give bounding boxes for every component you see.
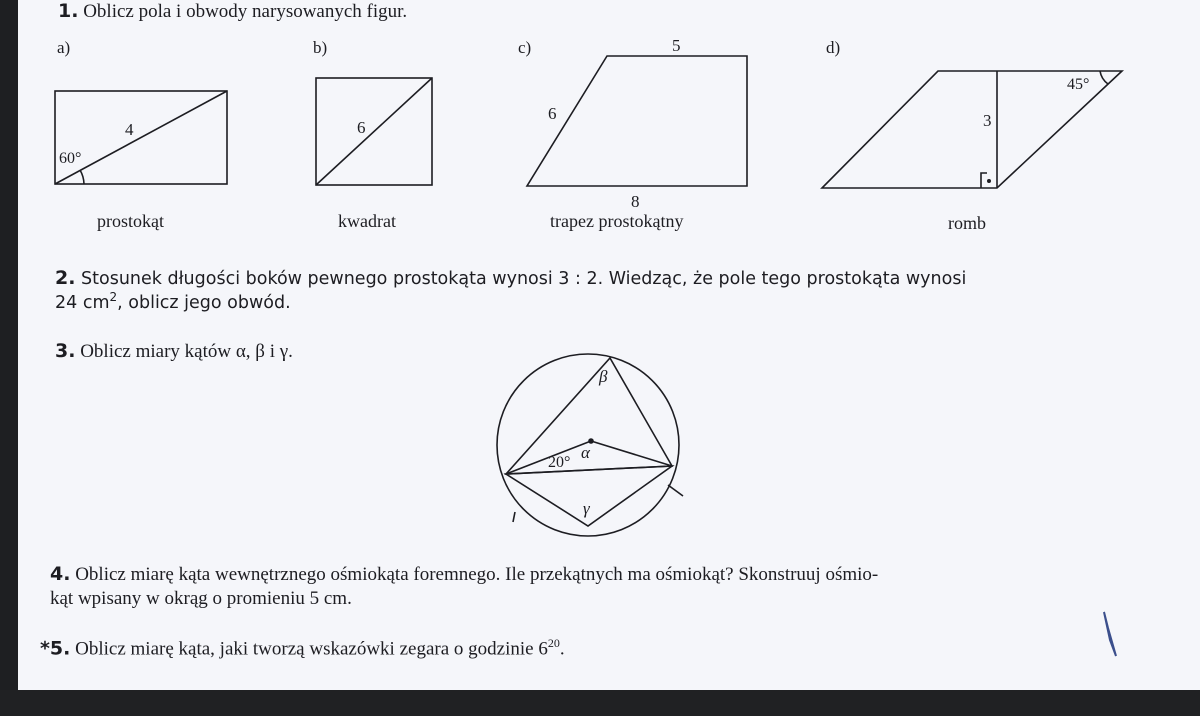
rhombus-angle: 45° — [1067, 76, 1090, 93]
rhombus-caption: romb — [948, 213, 986, 233]
task1-text: Oblicz pola i obwody narysowanych figur. — [83, 1, 408, 22]
task2-unit-exponent: 2 — [109, 290, 118, 304]
square-diagonal-length: 6 — [357, 118, 366, 137]
blue-pen-stroke — [1104, 612, 1116, 656]
task2-text: Stosunek długości boków pewnego prostokąta wynosi 3 : 2. Wiedząc, że pole tego prostokąta wynosi — [81, 269, 967, 289]
trapezoid-side-length: 6 — [548, 104, 557, 123]
figure-c-label: c) — [518, 38, 532, 57]
figure-a-label: a) — [57, 38, 71, 57]
rectangle-caption: prostokąt — [97, 211, 164, 231]
task4-line2: kąt wpisany w okrąg o promieniu 5 cm. — [50, 588, 352, 609]
trapezoid-bottom-length: 8 — [631, 192, 640, 211]
task5-number: *5. — [40, 637, 71, 660]
angle-20-degrees: 20° — [548, 454, 571, 471]
rectangle-diagonal-length: 4 — [125, 120, 134, 139]
trapezoid-caption: trapez prostokątny — [550, 211, 684, 231]
figure-b-label: b) — [313, 38, 328, 57]
task3-number: 3. — [55, 340, 76, 362]
task3-text: Oblicz miary kątów α, β i γ. — [80, 341, 293, 362]
task2-number: 2. — [55, 267, 76, 289]
task4-text: Oblicz miarę kąta wewnętrznego ośmiokąta foremnego. Ile przekątnych ma ośmiokąt? Skonstruuj ośmio- — [75, 564, 879, 585]
task2-area-value: 24 cm — [55, 292, 110, 313]
task4-number: 4. — [50, 563, 71, 585]
task1-number: 1. — [58, 0, 79, 22]
angle-beta: β — [599, 367, 608, 386]
task5-text: Oblicz miarę kąta, jaki tworzą wskazówki zegara o godzinie 6 — [75, 638, 548, 660]
figure-d-label: d) — [826, 38, 841, 57]
angle-gamma: γ — [583, 499, 590, 518]
square-caption: kwadrat — [338, 211, 396, 231]
rhombus-height-length: 3 — [983, 111, 992, 130]
angle-alpha: α — [581, 443, 590, 462]
trapezoid-top-length: 5 — [672, 36, 681, 55]
rectangle-angle: 60° — [59, 150, 82, 167]
task5-period: . — [559, 638, 565, 660]
task5-minutes: 20 — [547, 636, 560, 650]
task2-question: , oblicz jego obwód. — [117, 292, 291, 313]
